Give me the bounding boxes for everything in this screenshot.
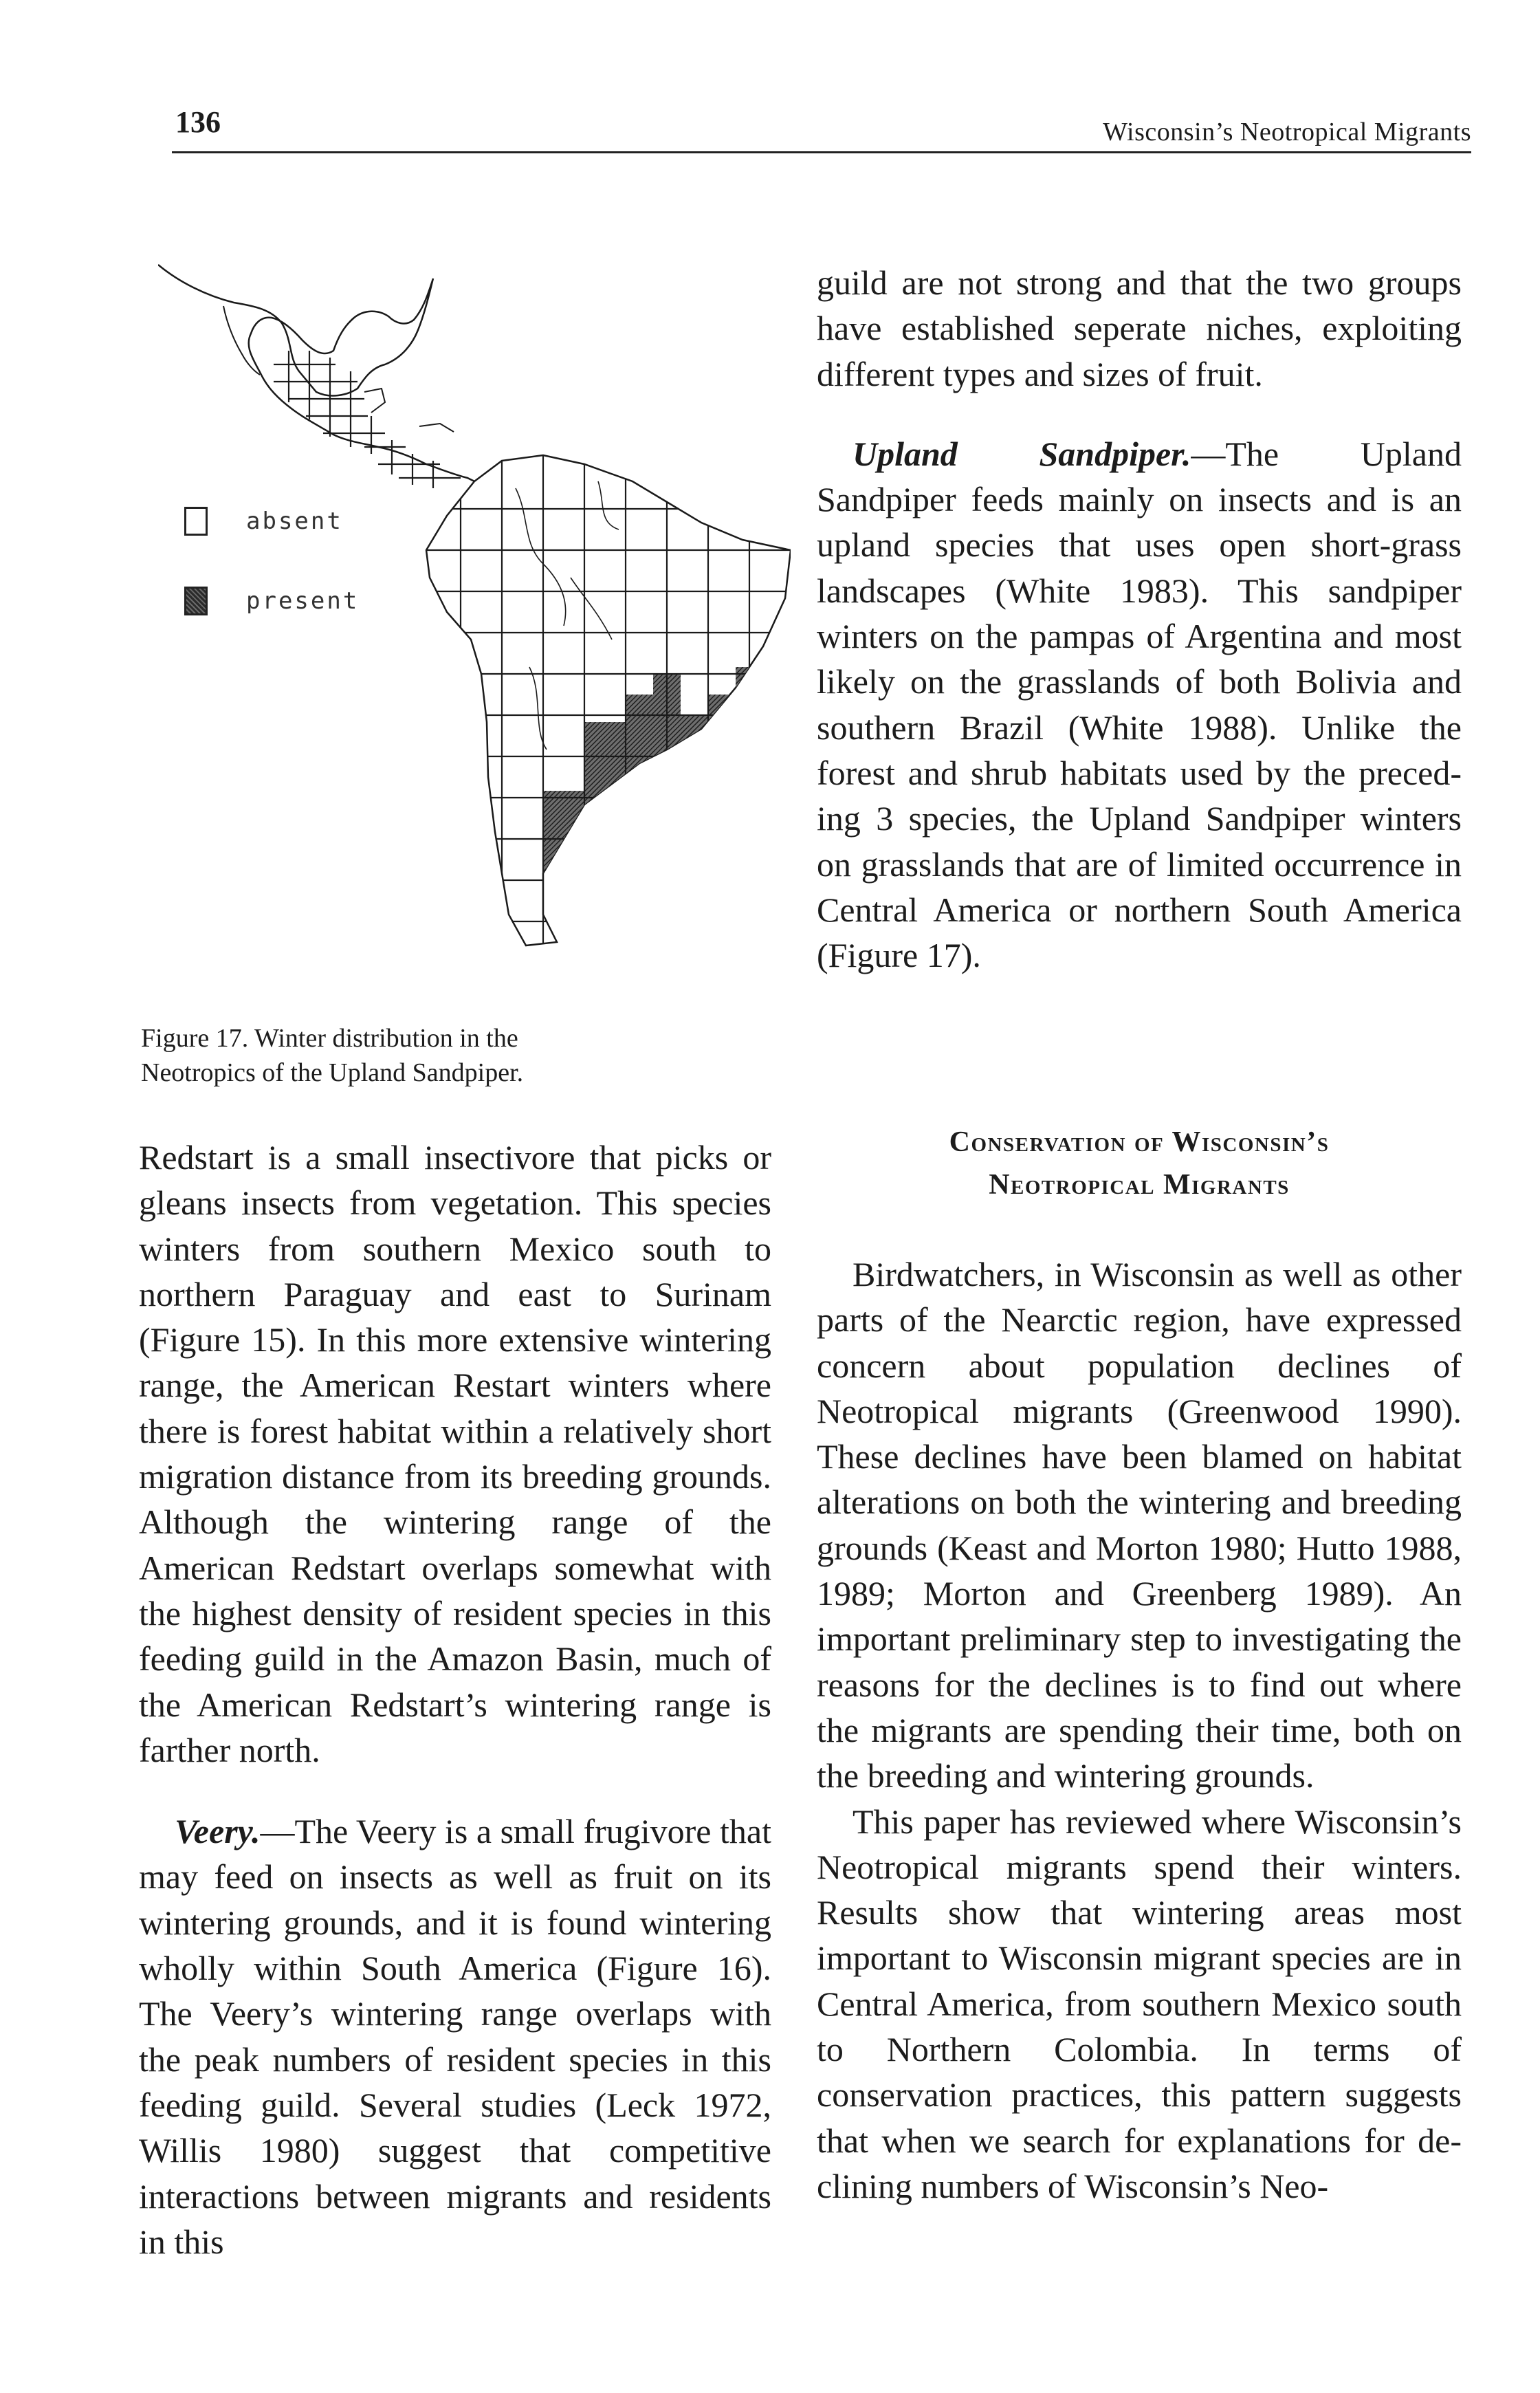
upland-sandpiper-text: —The Upland Sandpiper feeds mainly on insects and is an upland species that uses open short-grass landscapes (White 1983). This sandpiper winters on the pampas of Argentina and most likely on the grasslands of both Bolivia and southern Brazil (White 1988). Unlike the forest and shrub habitats used by the preceding 3 species, the Upland Sandpiper winters on grasslands that are of limited occurrence in Central America or northern South America (Figure 17). (817, 434, 1462, 975)
section-heading-line-2: Neotropical Migrants (989, 1169, 1290, 1201)
caption-line-1: Figure 17. Winter distribution in the (141, 1024, 518, 1053)
absent-swatch (184, 507, 208, 536)
header-rule (172, 151, 1471, 153)
running-title: Wisconsin’s Neotropical Migrants (1103, 118, 1471, 146)
legend-present-label: present (246, 587, 360, 615)
redstart-paragraph: Redstart is a small insectivore that picks or gleans insects from vegetation. This species winters from southern Mexico south to northern Paraguay and east to Surinam (Figure 15). In this more extensive wintering range, the American Restart winters where there is forest habitat within a relatively short migration distance from its breeding grounds. Although the wintering range of the American Redstart overlaps somewhat with the highest density of resident species in this feeding guild in the Amazon Basin, much of the American Redstart’s wintering range is farther north. (139, 1138, 771, 1769)
upland-sandpiper-paragraph (817, 431, 1462, 979)
veery-paragraph (139, 1809, 771, 2264)
right-column-bottom (817, 1252, 1462, 2209)
present-swatch (184, 587, 208, 615)
page-number: 136 (175, 105, 221, 139)
birdwatchers-paragraph: Birdwatchers, in Wisconsin as well as other parts of the Nearctic region, have expressed concern about population declines of Neotropical migrants (Greenwood 1990). These declines have been blamed on habitat alterations on both the wintering and breeding grounds (Keast and Morton 1980; Hutto 1988, 1989; Morton and Greenberg 1989). An important preliminary step to investigating the reasons for the declines is to find out where the migrants are spending their time, both on the breeding and wintering grounds. (817, 1255, 1462, 1795)
map-legend (184, 501, 359, 660)
legend-present (184, 580, 359, 622)
guild-paragraph: guild are not strong and that the two groups have established seperate niches, exploiting different types and sizes of fruit. (817, 263, 1462, 393)
paper-review-paragraph: This paper has reviewed where Wisconsin’s Neotropical migrants spend their winters. Results show that wintering areas most important to Wisconsin migrant species are in Central America, from southern Mexico south to Northern Colombia. In terms of conservation practices, this pattern suggests that when we search for explanations for declining numbers of Wisconsin’s Neo- (817, 1802, 1462, 2205)
section-heading (817, 1121, 1462, 1206)
veery-species-name: Veery. (175, 1812, 261, 1851)
left-column (139, 1135, 771, 2264)
upland-sandpiper-species-name: Upland Sandpiper. (852, 434, 1191, 473)
veery-text: —The Veery is a small frugivore that may feed on insects as well as fruit on its wintering grounds, and it is found wintering wholly within South America (Figure 16). The Veery’s wintering range overlaps with the peak numbers of resident species in this feeding guild. Several studies (Leck 1972, Willis 1980) suggest that competitive interactions between migrants and residents in this (139, 1812, 771, 2261)
legend-absent (184, 501, 359, 542)
section-heading-line-1: Conservation of Wisconsin’s (949, 1126, 1330, 1158)
caption-line-2: Neotropics of the Upland Sandpiper. (141, 1058, 524, 1087)
figure-caption (141, 1021, 760, 1090)
right-column-top (817, 260, 1462, 978)
legend-absent-label: absent (246, 507, 343, 535)
